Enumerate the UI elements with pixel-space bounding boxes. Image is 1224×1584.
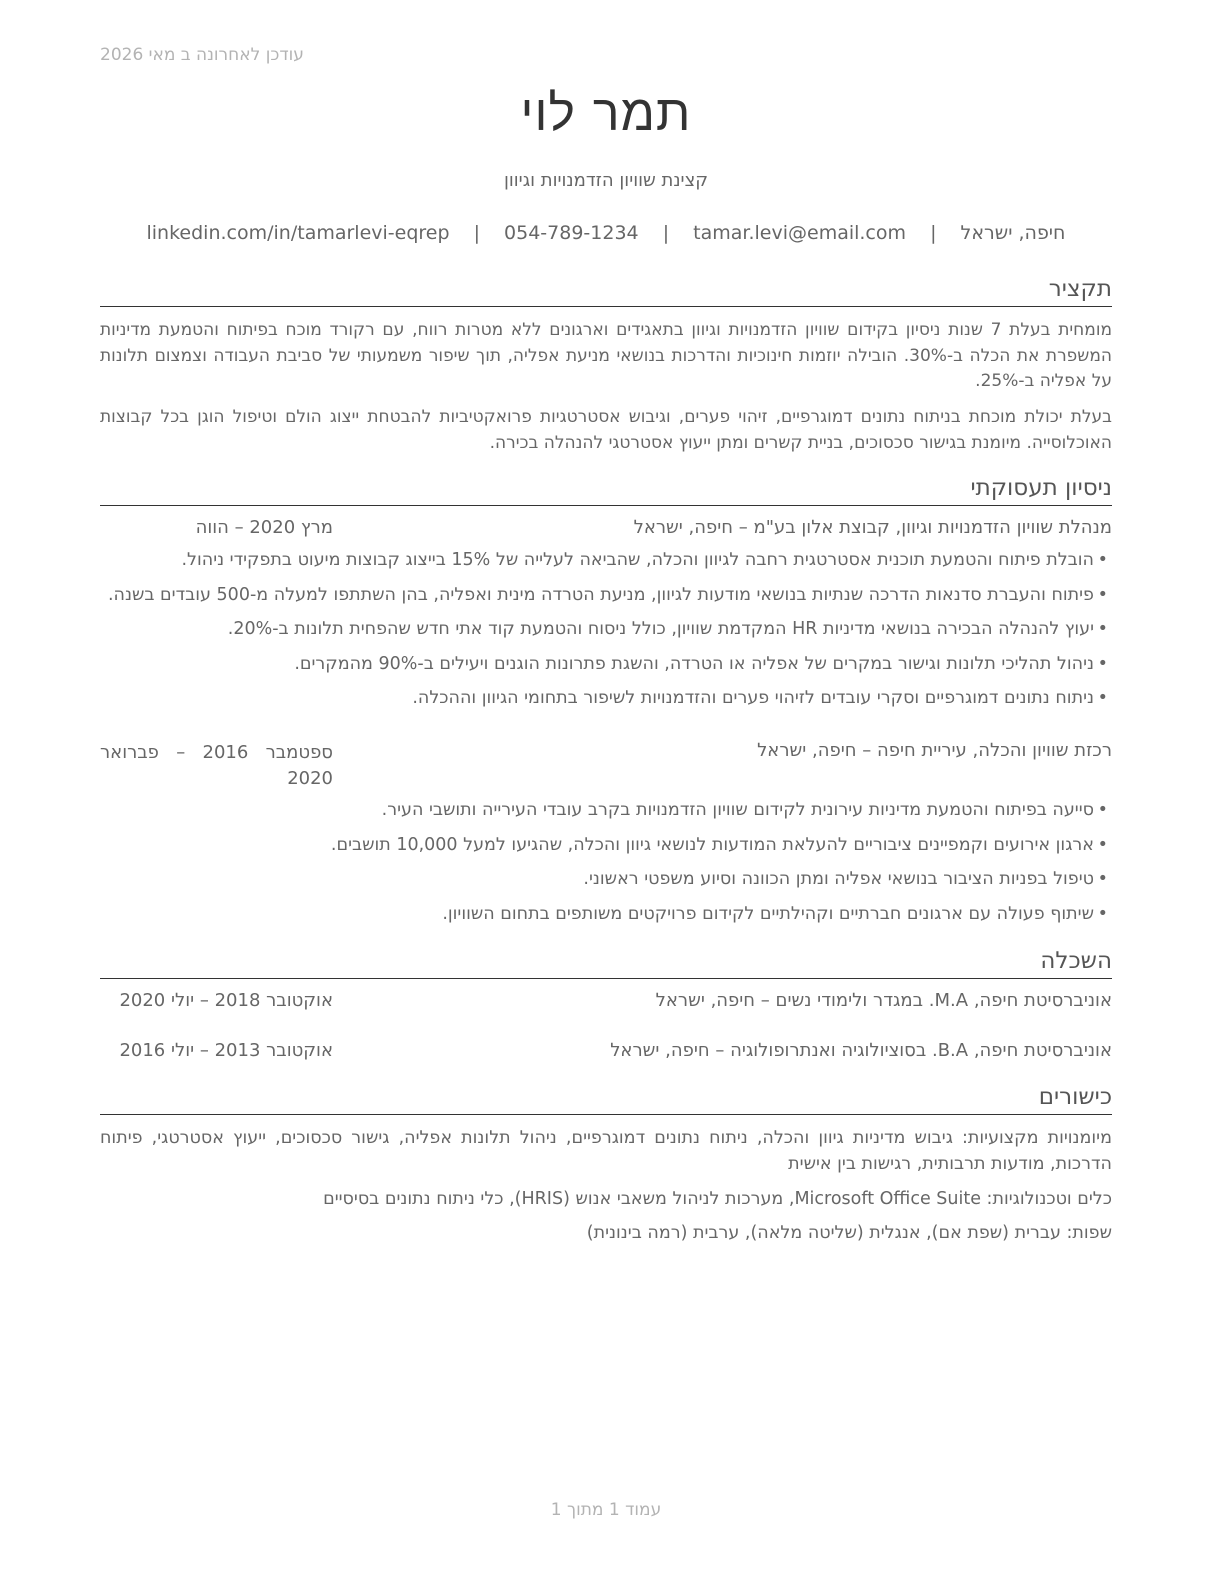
skills-tools: כלים וטכנולוגיות: Microsoft Office Suite, מערכות לניהול משאבי אנוש (HRIS), כלי ניתוח נתונים בסיסיים [323, 1189, 1112, 1209]
experience-heading: ניסיון תעסוקתי [100, 473, 1112, 506]
list-item: • ניהול תהליכי תלונות וגישור במקרים של אפליה או הטרדה, והשגת פתרונות הוגנים ויעילים ב-90% מהמקרים. [294, 653, 1108, 674]
skills-languages: שפות: עברית (שפת אם), אנגלית (שליטה מלאה), ערבית (רמה בינונית) [586, 1223, 1112, 1243]
location: חיפה, ישראל [960, 222, 1066, 244]
separator: | [662, 222, 670, 244]
list-item: • שיתוף פעולה עם ארגונים חברתיים וקהילתיים לקידום פרויקטים משותפים בתחום השוויון. [442, 903, 1108, 924]
job-title: קצינת שוויון הזדמנויות וגיוון [503, 170, 709, 191]
list-item: • הובלת פיתוח והטמעת תוכנית אסטרטגית רחבה לגיוון והכלה, שהביאה לעלייה של 15% בייצוג קבוצות מיעוט בתפקידי ניהול. [181, 550, 1108, 570]
summary-paragraph: מומחית בעלת 7 שנות ניסיון בקידום שוויון הזדמנויות וגיוון בתאגידים וארגונים ללא מטרות רווח, עם רקורד מוכח בפיתוח והטמעת מדיניות המשפרת את הכלה ב-30%. הובילה יוזמות חינוכיות והדרכות בנושאי מניעת אפליה, תוך שיפור משמעותי של סביבת העבודה וצמצום תלונות על אפליה ב-25%. [100, 320, 1113, 391]
phone-number: 054-789-1234 [504, 222, 639, 244]
education-item [100, 990, 1112, 1016]
email-link[interactable]: tamar.levi@email.com [693, 222, 907, 244]
list-item: • ארגון אירועים וקמפיינים ציבוריים להעלאת המודעות לנושאי גיוון והכלה, שהגיעו למעל 10,000 תושבים. [330, 834, 1108, 855]
separator: | [930, 222, 937, 244]
list-item: • יעוץ להנהלה הבכירה בנושאי מדיניות HR המקדמת שוויון, כולל ניסוח והטמעת קוד אתי חדש שהפחית תלונות ב-20%. [227, 619, 1108, 639]
degree: אוניברסיטת חיפה, M.A. במגדר ולימודי נשים – חיפה, ישראל [655, 990, 1112, 1011]
summary-paragraph: בעלת יכולת מוכחת בניתוח נתונים דמוגרפיים, זיהוי פערים, וגיבוש אסטרטגיות פרואקטיביות להבטחת ייצוג הולם וטיפול הוגן בכל קבוצות האוכלוסייה. מיומנת בגישור סכסוכים, בניית קשרים ומתן ייעוץ אסטרטגי להנהלה בכירה. [100, 407, 1112, 453]
candidate-name: תמר לוי [520, 84, 692, 142]
job-bullets [100, 547, 1112, 720]
education-heading: השכלה [100, 946, 1112, 979]
education-dates: אוקטובר 2018 – יולי 2020 [119, 990, 333, 1011]
resume-page [100, 0, 1112, 1584]
list-item: • פיתוח והעברת סדנאות הדרכה שנתיות בנושאי מודעות לגיוון, מניעת הטרדה מינית ואפליה, בהן השתתפו למעלה מ-500 עובדים בשנה. [107, 584, 1108, 605]
job-bullets [100, 797, 1112, 935]
degree: אוניברסיטת חיפה, B.A. בסוציולוגיה ואנתרופולוגיה – חיפה, ישראל [610, 1040, 1112, 1061]
education-dates: אוקטובר 2013 – יולי 2016 [119, 1040, 333, 1061]
job-dates: ספטמבר 2016 – פברואר 2020 [100, 742, 333, 789]
last-updated: עודכן לאחרונה ב מאי 2026 [100, 45, 304, 65]
job-dates: מרץ 2020 – הווה [195, 517, 333, 538]
list-item: • סייעה בפיתוח והטמעת מדיניות עירונית לקידום שוויון הזדמנויות בקרב עובדי העירייה ותושבי העיר. [381, 800, 1108, 820]
list-item: • טיפול בפניות הציבור בנושאי אפליה ומתן הכוונה וסיוע משפטי ראשוני. [583, 869, 1108, 889]
skills-professional: מיומנויות מקצועיות: גיבוש מדיניות גיוון והכלה, ניתוח נתונים דמוגרפיים, ניהול תלונות אפליה, גישור סכסוכים, ייעוץ אסטרטגי, פיתוח הדרכות, מודעות תרבותית, רגישות בין אישית [100, 1128, 1112, 1174]
job-role: רכזת שוויון והכלה, עיריית חיפה – חיפה, ישראל [757, 740, 1112, 761]
list-item: • ניתוח נתונים דמוגרפיים וסקרי עובדים לזיהוי פערים והזדמנויות לשיפור בתחומי הגיוון וההכלה. [412, 688, 1108, 708]
page-number: עמוד 1 מתוך 1 [550, 1500, 662, 1520]
summary-heading: תקציר [100, 274, 1112, 307]
separator: | [473, 222, 480, 244]
contact-line [100, 222, 1112, 244]
linkedin-link[interactable]: linkedin.com/in/tamarlevi-eqrep [146, 222, 450, 244]
job-header [100, 517, 1112, 543]
job-role: מנהלת שוויון הזדמנויות וגיוון, קבוצת אלון בע"מ – חיפה, ישראל [633, 517, 1112, 538]
skills-heading: כישורים [100, 1082, 1112, 1115]
education-item [100, 1040, 1112, 1066]
